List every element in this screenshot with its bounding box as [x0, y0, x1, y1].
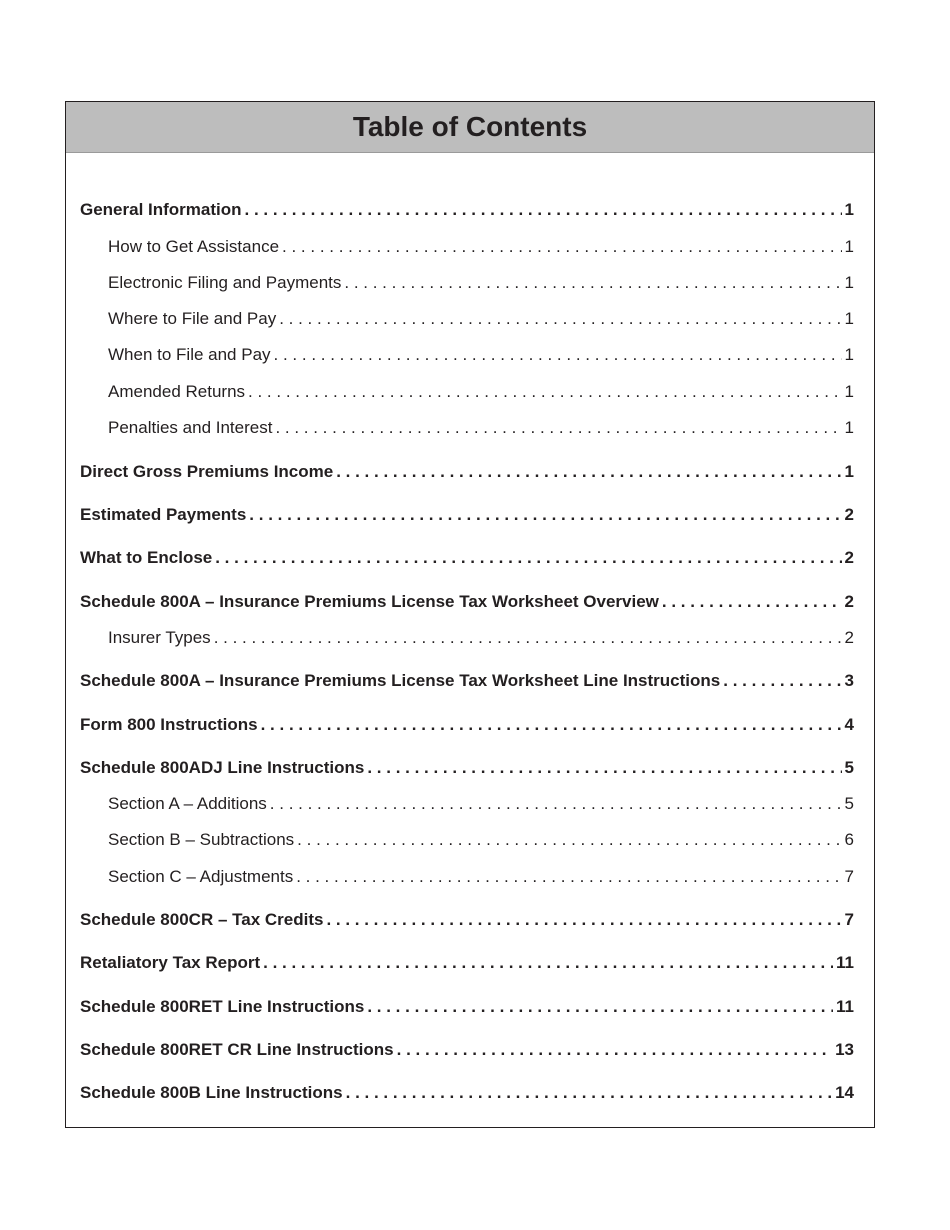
toc-entry-page: 13 — [835, 1040, 854, 1059]
toc-entry-label: Estimated Payments — [80, 505, 247, 524]
toc-entry-label: Retaliatory Tax Report — [80, 953, 261, 972]
dot-leader — [723, 670, 841, 692]
toc-entry-schedule-800b[interactable] — [80, 1082, 854, 1104]
toc-entry-label: Where to File and Pay — [108, 309, 277, 328]
toc-entry-label: Schedule 800A – Insurance Premiums License Tax Worksheet Overview — [80, 592, 659, 611]
dot-leader — [282, 236, 842, 258]
toc-entry-page: 1 — [844, 309, 854, 328]
toc-entry-page: 5 — [844, 794, 854, 813]
toc-entry-page: 5 — [844, 758, 854, 777]
toc-entry-label: Penalties and Interest — [108, 418, 273, 437]
toc-entry-label: Schedule 800A – Insurance Premiums License Tax Worksheet Line Instructions — [80, 671, 721, 690]
toc-entry-label: Electronic Filing and Payments — [108, 273, 342, 292]
toc-entry-label: Schedule 800B Line Instructions — [80, 1083, 343, 1102]
toc-entry-page: 7 — [844, 867, 854, 886]
toc-entry-page: 1 — [844, 382, 854, 401]
toc-entry-page: 3 — [844, 671, 854, 690]
page-title: Table of Contents — [352, 111, 588, 142]
dot-leader — [263, 952, 833, 974]
toc-entry-label: Amended Returns — [108, 382, 246, 401]
dot-leader — [214, 627, 842, 649]
toc-entry-label: Schedule 800CR – Tax Credits — [80, 910, 324, 929]
dot-leader — [336, 461, 841, 483]
toc-entry-when-to-file[interactable] — [108, 344, 854, 366]
toc-entry-label: Section B – Subtractions — [108, 830, 295, 849]
toc-container — [65, 101, 875, 1128]
toc-entry-label: How to Get Assistance — [108, 237, 280, 256]
toc-entry-page: 11 — [836, 997, 854, 1016]
dot-leader — [662, 591, 842, 613]
toc-entry-label: General Information — [80, 200, 242, 219]
toc-entry-where-to-file[interactable] — [108, 308, 854, 330]
toc-entry-form-800-instructions[interactable] — [80, 714, 854, 736]
toc-entry-label: Direct Gross Premiums Income — [80, 462, 334, 481]
toc-entry-estimated-payments[interactable] — [80, 504, 854, 526]
dot-leader — [248, 381, 842, 403]
toc-entry-how-to-get-assistance[interactable] — [108, 236, 854, 258]
toc-entry-direct-gross-premiums[interactable] — [80, 461, 854, 483]
toc-entry-schedule-800cr[interactable] — [80, 909, 854, 931]
dot-leader — [261, 714, 842, 736]
toc-entry-label: Schedule 800ADJ Line Instructions — [80, 758, 365, 777]
toc-entry-page: 4 — [844, 715, 854, 734]
toc-entry-label: Schedule 800RET CR Line Instructions — [80, 1040, 394, 1059]
toc-entry-page: 1 — [844, 200, 854, 219]
toc-entry-page: 14 — [835, 1083, 854, 1102]
toc-entry-page: 2 — [844, 628, 854, 647]
dot-leader — [249, 504, 841, 526]
toc-entry-section-b-subtractions[interactable] — [108, 829, 854, 851]
toc-entry-page: 1 — [844, 462, 854, 481]
toc-entry-page: 2 — [844, 505, 854, 524]
toc-entry-insurer-types[interactable] — [108, 627, 854, 649]
toc-entry-retaliatory-tax-report[interactable] — [80, 952, 854, 974]
dot-leader — [367, 757, 841, 779]
toc-entry-schedule-800a-overview[interactable] — [80, 591, 854, 613]
dot-leader — [326, 909, 841, 931]
dot-leader — [297, 829, 841, 851]
toc-entry-section-a-additions[interactable] — [108, 793, 854, 815]
toc-entry-penalties-interest[interactable] — [108, 417, 854, 439]
toc-entry-schedule-800ret[interactable] — [80, 996, 854, 1018]
toc-entry-schedule-800ret-cr[interactable] — [80, 1039, 854, 1061]
toc-entry-electronic-filing[interactable] — [108, 272, 854, 294]
toc-entry-page: 2 — [844, 592, 854, 611]
dot-leader — [279, 308, 841, 330]
toc-entry-label: When to File and Pay — [108, 345, 271, 364]
dot-leader — [397, 1039, 832, 1061]
toc-entry-page: 7 — [844, 910, 854, 929]
toc-entry-page: 6 — [844, 830, 854, 849]
toc-entry-label: Section C – Adjustments — [108, 867, 294, 886]
toc-entry-label: Insurer Types — [108, 628, 211, 647]
toc-entry-page: 11 — [836, 953, 854, 972]
toc-entry-page: 1 — [844, 273, 854, 292]
toc-entry-label: Section A – Additions — [108, 794, 267, 813]
dot-leader — [275, 417, 841, 439]
toc-entry-page: 1 — [844, 418, 854, 437]
dot-leader — [215, 547, 841, 569]
toc-entry-label: Form 800 Instructions — [80, 715, 258, 734]
toc-entry-general-information[interactable] — [80, 199, 854, 221]
toc-entry-page: 1 — [844, 345, 854, 364]
dot-leader — [274, 344, 842, 366]
dot-leader — [367, 996, 833, 1018]
dot-leader — [270, 793, 842, 815]
toc-header — [66, 102, 874, 153]
toc-entry-what-to-enclose[interactable] — [80, 547, 854, 569]
toc-entry-label: Schedule 800RET Line Instructions — [80, 997, 365, 1016]
toc-entry-schedule-800a-line-instructions[interactable] — [80, 670, 854, 692]
dot-leader — [344, 272, 841, 294]
dot-leader — [296, 866, 841, 888]
toc-entry-section-c-adjustments[interactable] — [108, 866, 854, 888]
toc-entry-page: 1 — [844, 237, 854, 256]
toc-entry-schedule-800adj[interactable] — [80, 757, 854, 779]
toc-entry-page: 2 — [844, 548, 854, 567]
toc-entry-amended-returns[interactable] — [108, 381, 854, 403]
toc-entry-label: What to Enclose — [80, 548, 213, 567]
dot-leader — [245, 199, 842, 221]
dot-leader — [346, 1082, 832, 1104]
